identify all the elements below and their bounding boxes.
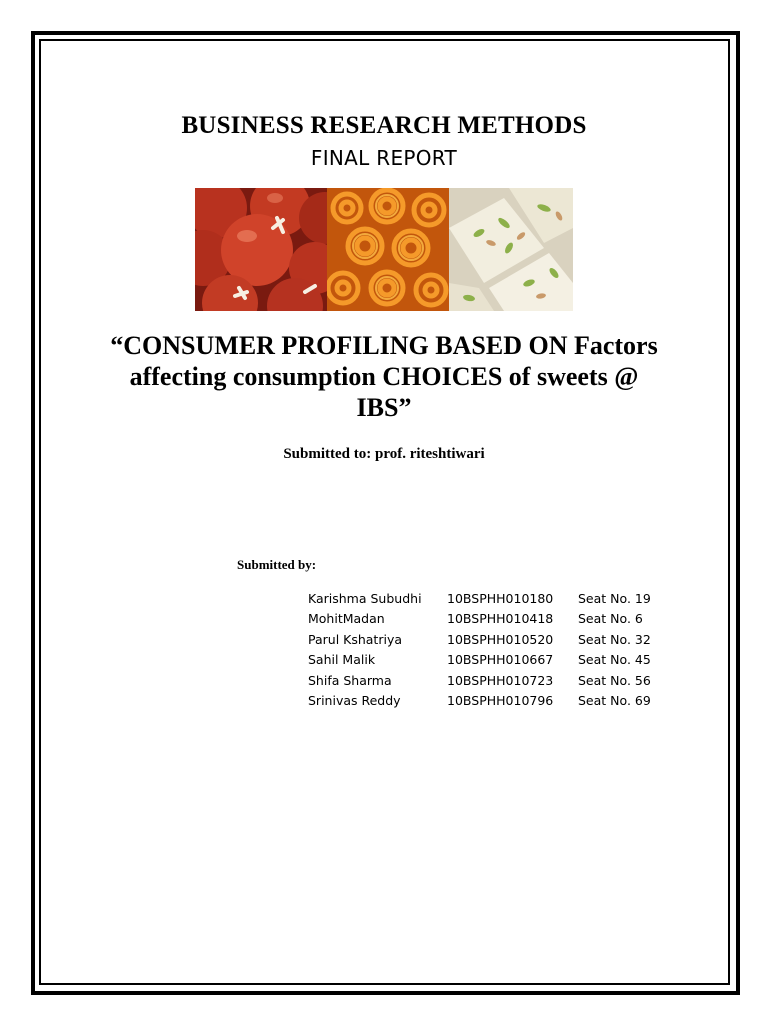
submitted-by-label: Submitted by: <box>237 557 317 572</box>
member-id: 10BSPHH010796 <box>447 692 554 708</box>
report-type: FINAL REPORT <box>310 146 458 170</box>
report-title-line-2: affecting consumption CHOICES of sweets @ <box>129 362 639 391</box>
member-name: Sahil Malik <box>308 652 376 668</box>
jalebi-photo <box>327 188 449 311</box>
submitted-to: Submitted to: prof. riteshtiwari <box>283 446 485 462</box>
member-seat: Seat No. 45 <box>578 652 651 668</box>
member-seat: Seat No. 19 <box>578 591 651 606</box>
member-name: Parul Kshatriya <box>308 631 403 647</box>
member-seat: Seat No. 6 <box>578 611 643 627</box>
member-id: 10BSPHH010180 <box>447 591 554 606</box>
member-name: Karishma Subudhi <box>308 591 422 606</box>
member-seat: Seat No. 56 <box>578 672 651 688</box>
sweets-banner <box>195 188 573 311</box>
member-row <box>308 673 668 693</box>
course-title: BUSINESS RESEARCH METHODS <box>181 112 587 139</box>
member-name: Shifa Sharma <box>308 672 392 688</box>
member-list <box>308 591 668 713</box>
member-id: 10BSPHH010520 <box>447 631 554 647</box>
member-seat: Seat No. 69 <box>578 692 651 708</box>
member-row <box>308 611 668 631</box>
member-seat: Seat No. 32 <box>578 631 651 647</box>
barfi-photo <box>449 188 573 311</box>
report-title-line-1: “CONSUMER PROFILING BASED ON Factors <box>110 331 658 360</box>
member-id: 10BSPHH010667 <box>447 652 554 668</box>
member-row <box>308 693 668 713</box>
member-row <box>308 591 668 611</box>
member-name: MohitMadan <box>308 611 385 627</box>
page-border-inner <box>39 39 730 985</box>
member-id: 10BSPHH010418 <box>447 611 554 627</box>
member-name: Srinivas Reddy <box>308 692 401 708</box>
gulab-jamun-photo <box>195 188 327 311</box>
member-id: 10BSPHH010723 <box>447 672 554 688</box>
member-row <box>308 632 668 652</box>
report-title <box>60 330 708 423</box>
report-title-line-3: IBS” <box>356 393 412 422</box>
member-row <box>308 652 668 672</box>
